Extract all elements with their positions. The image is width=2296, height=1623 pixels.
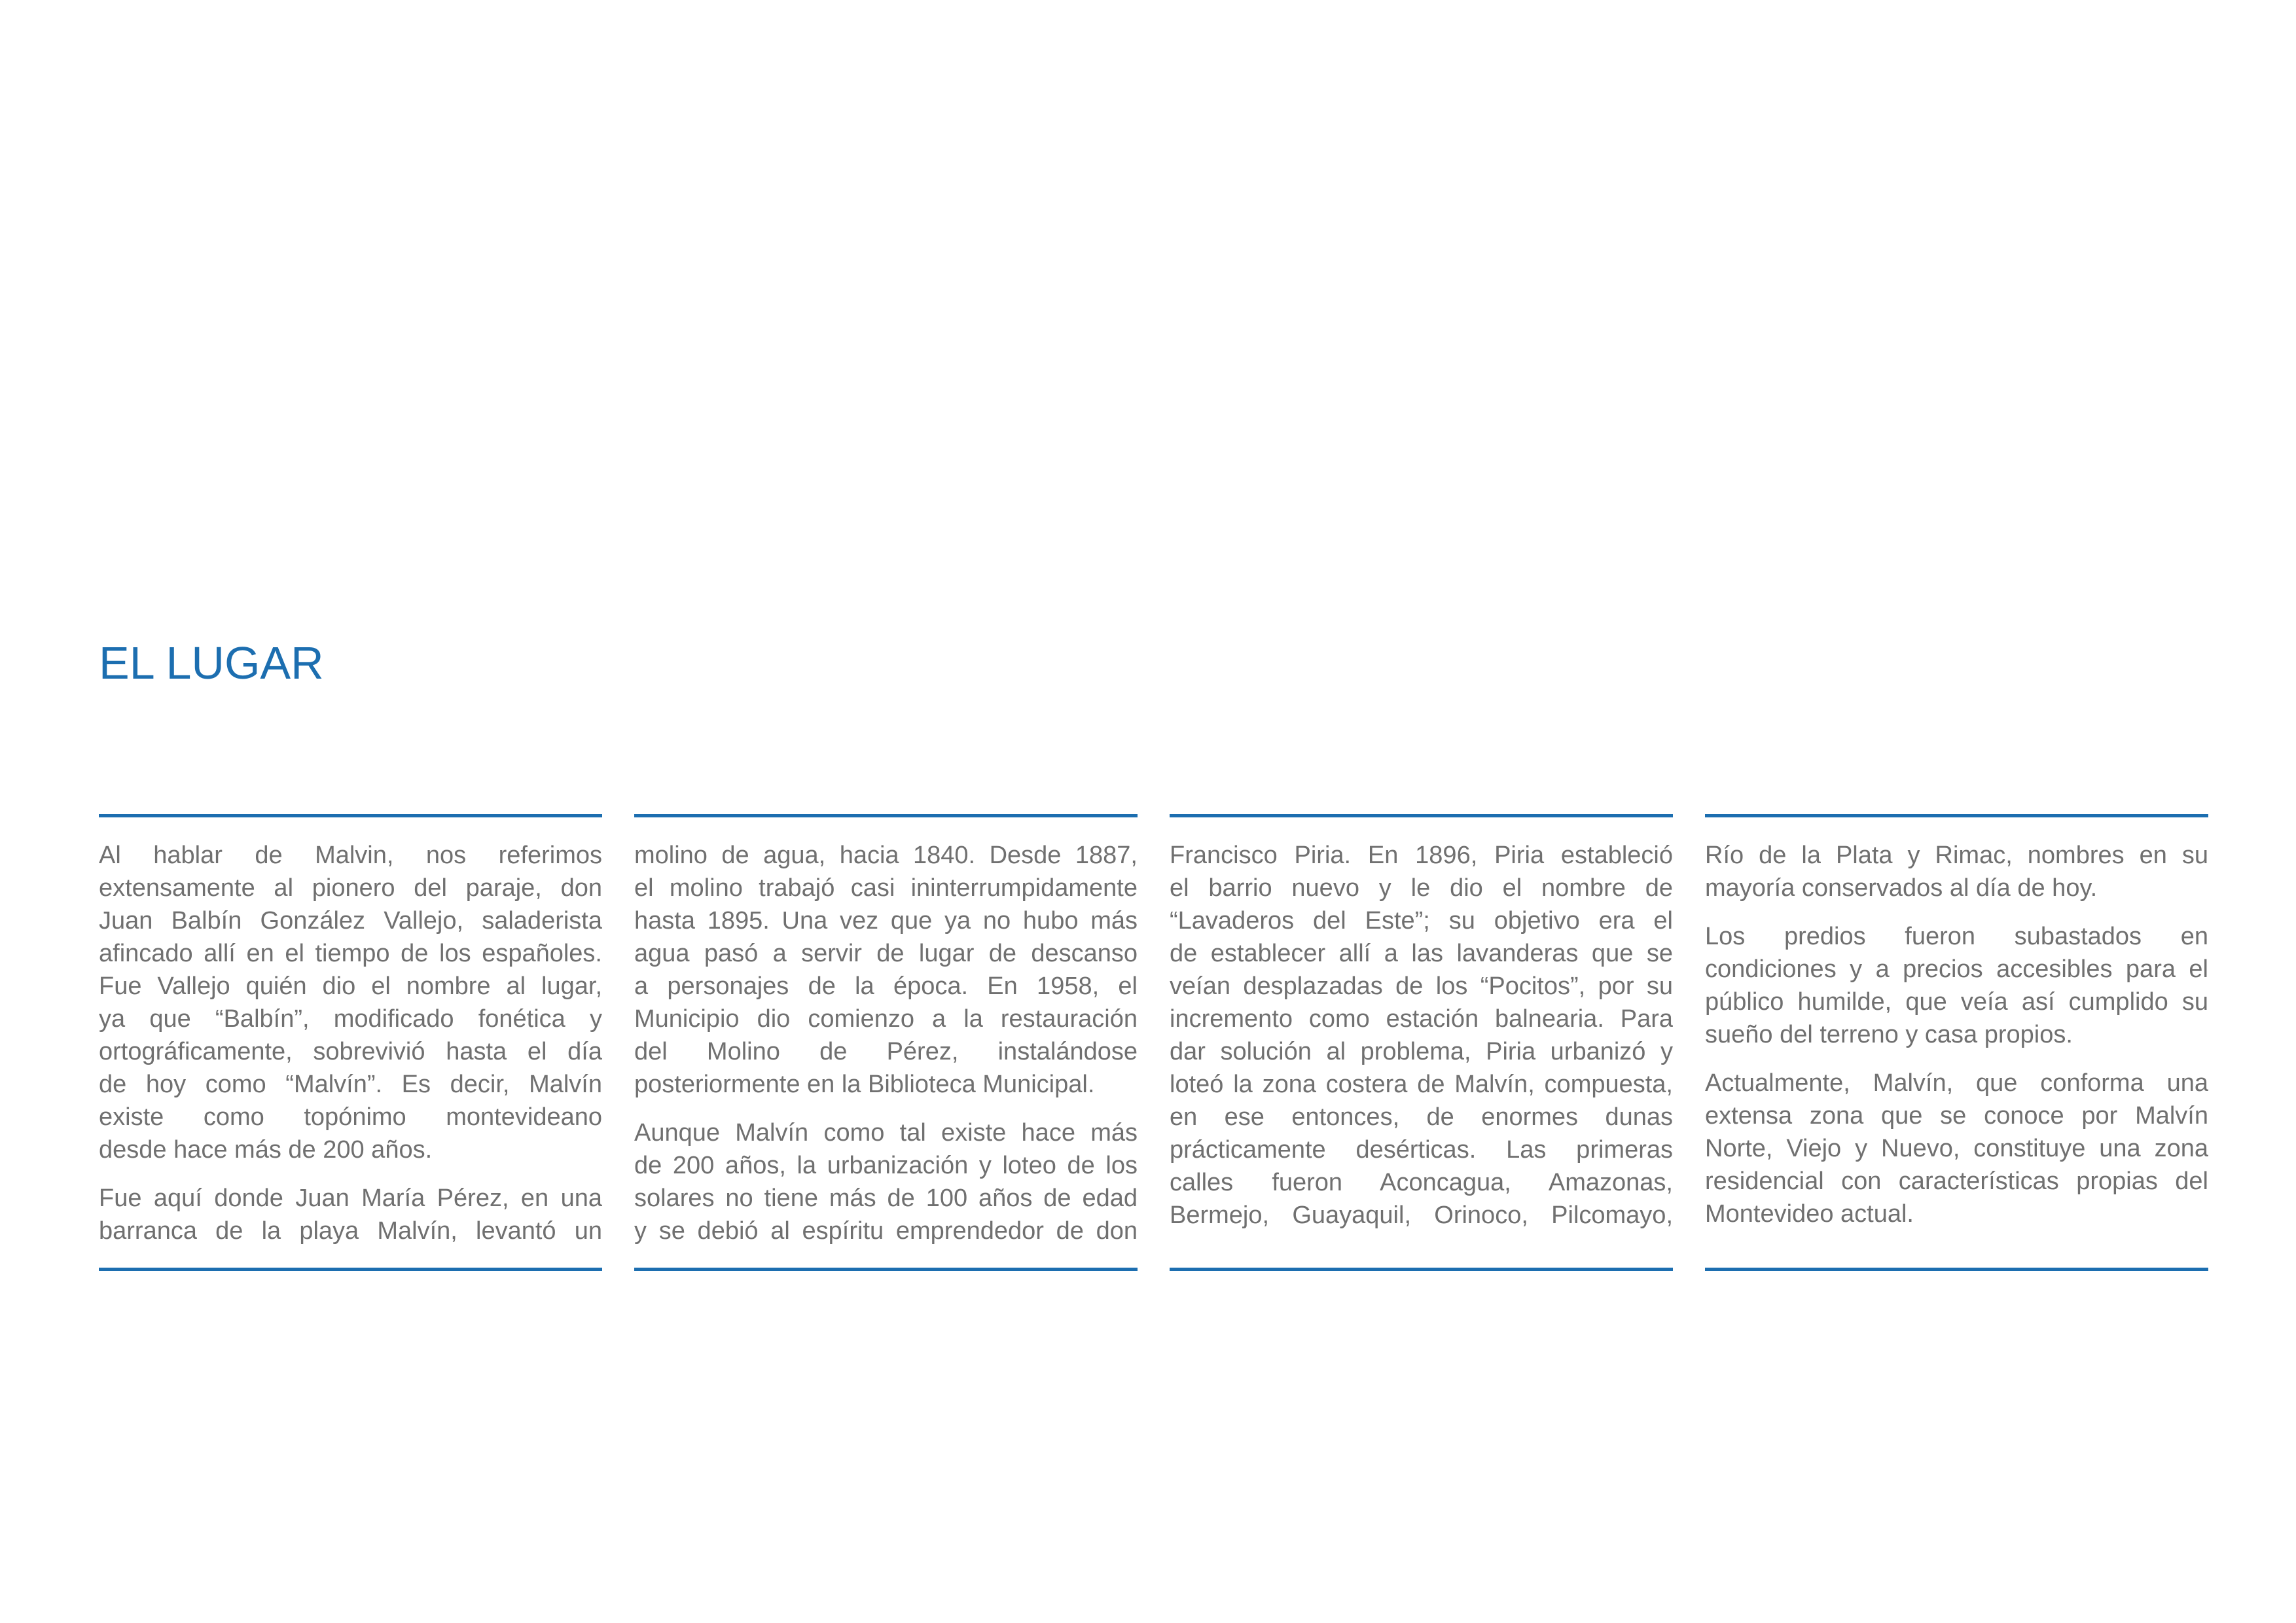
text-line: ortográficamente, sobrevivió hasta el día	[99, 1038, 602, 1065]
column-text	[1705, 839, 2208, 1230]
text-line: condiciones y a precios accesibles para el	[1705, 955, 2208, 983]
top-divider	[99, 814, 602, 817]
bottom-divider	[99, 1268, 602, 1271]
text-line: posteriormente en la Biblioteca Municipal.	[634, 1071, 1095, 1098]
text-line: Fue aquí donde Juan María Pérez, en una	[99, 1185, 602, 1212]
text-line: Fue Vallejo quién dio el nombre al lugar,	[99, 972, 602, 1000]
text-line: barranca de la playa Malvín, levantó un	[99, 1217, 602, 1245]
text-line: Río de la Plata y Rimac, nombres en su	[1705, 842, 2208, 869]
text-line: incremento como estación balnearia. Para	[1170, 1005, 1673, 1033]
top-divider	[1170, 814, 1673, 817]
text-line: “Lavaderos del Este”; su objetivo era el	[1170, 907, 1673, 935]
paragraph	[634, 1116, 1138, 1247]
text-line: sueño del terreno y casa propios.	[1705, 1021, 2073, 1048]
text-column	[99, 814, 602, 1272]
text-column	[1170, 814, 1673, 1272]
column-text	[1170, 839, 1673, 1232]
text-line: prácticamente desérticas. Las primeras	[1170, 1136, 1673, 1164]
text-line: Actualmente, Malvín, que conforma una	[1705, 1069, 2208, 1097]
paragraph	[1170, 839, 1673, 1232]
text-line: Los predios fueron subastados en	[1705, 923, 2208, 950]
text-line: Norte, Viejo y Nuevo, constituye una zona	[1705, 1135, 2208, 1162]
top-divider	[1705, 814, 2208, 817]
paragraph	[1705, 839, 2208, 904]
text-column	[1705, 814, 2208, 1272]
text-line: veían desplazadas de los “Pocitos”, por su	[1170, 972, 1673, 1000]
text-line: Bermejo, Guayaquil, Orinoco, Pilcomayo,	[1170, 1202, 1673, 1229]
column-text	[634, 839, 1138, 1247]
text-line: y se debió al espíritu emprendedor de don	[634, 1217, 1138, 1245]
paragraph	[99, 839, 602, 1166]
bottom-divider	[1170, 1268, 1673, 1271]
paragraph	[99, 1182, 602, 1247]
text-line: mayoría conservados al día de hoy.	[1705, 874, 2098, 902]
text-line: extensamente al pionero del paraje, don	[99, 874, 602, 902]
text-line: solares no tiene más de 100 años de edad	[634, 1185, 1138, 1212]
text-line: dar solución al problema, Piria urbanizó y	[1170, 1038, 1673, 1065]
bottom-divider	[1705, 1268, 2208, 1271]
paragraph	[634, 839, 1138, 1101]
text-line: afincado allí en el tiempo de los españoles.	[99, 940, 602, 967]
text-line: residencial con características propias del	[1705, 1168, 2208, 1195]
text-line: ya que “Balbín”, modificado fonética y	[99, 1005, 602, 1033]
column-text	[99, 839, 602, 1247]
top-divider	[634, 814, 1138, 817]
text-line: Francisco Piria. En 1896, Piria estableció	[1170, 842, 1673, 869]
text-line: Juan Balbín González Vallejo, saladerista	[99, 907, 602, 935]
text-line: el molino trabajó casi ininterrumpidamente	[634, 874, 1138, 902]
text-line: del Molino de Pérez, instalándose	[634, 1038, 1138, 1065]
text-line: a personajes de la época. En 1958, el	[634, 972, 1138, 1000]
text-line: desde hace más de 200 años.	[99, 1136, 433, 1164]
paragraph	[1705, 1067, 2208, 1230]
text-line: de hoy como “Malvín”. Es decir, Malvín	[99, 1071, 602, 1098]
text-line: de 200 años, la urbanización y loteo de los	[634, 1152, 1138, 1179]
text-columns	[99, 814, 2208, 1272]
text-line: calles fueron Aconcagua, Amazonas,	[1170, 1169, 1673, 1196]
section-title: EL LUGAR	[99, 637, 324, 688]
text-line: Montevideo actual.	[1705, 1200, 1914, 1228]
text-line: loteó la zona costera de Malvín, compuesta,	[1170, 1071, 1673, 1098]
text-line: el barrio nuevo y le dio el nombre de	[1170, 874, 1673, 902]
paragraph	[1705, 920, 2208, 1051]
text-line: público humilde, que veía así cumplido su	[1705, 988, 2208, 1016]
text-line: en ese entonces, de enormes dunas	[1170, 1103, 1673, 1131]
bottom-divider	[634, 1268, 1138, 1271]
text-line: de establecer allí a las lavanderas que se	[1170, 940, 1673, 967]
text-line: hasta 1895. Una vez que ya no hubo más	[634, 907, 1138, 935]
text-line: Aunque Malvín como tal existe hace más	[634, 1119, 1138, 1147]
text-line: extensa zona que se conoce por Malvín	[1705, 1102, 2208, 1130]
text-column	[634, 814, 1138, 1272]
text-line: molino de agua, hacia 1840. Desde 1887,	[634, 842, 1138, 869]
text-line: agua pasó a servir de lugar de descanso	[634, 940, 1138, 967]
text-line: existe como topónimo montevideano	[99, 1103, 602, 1131]
text-line: Al hablar de Malvin, nos referimos	[99, 842, 602, 869]
text-line: Municipio dio comienzo a la restauración	[634, 1005, 1138, 1033]
